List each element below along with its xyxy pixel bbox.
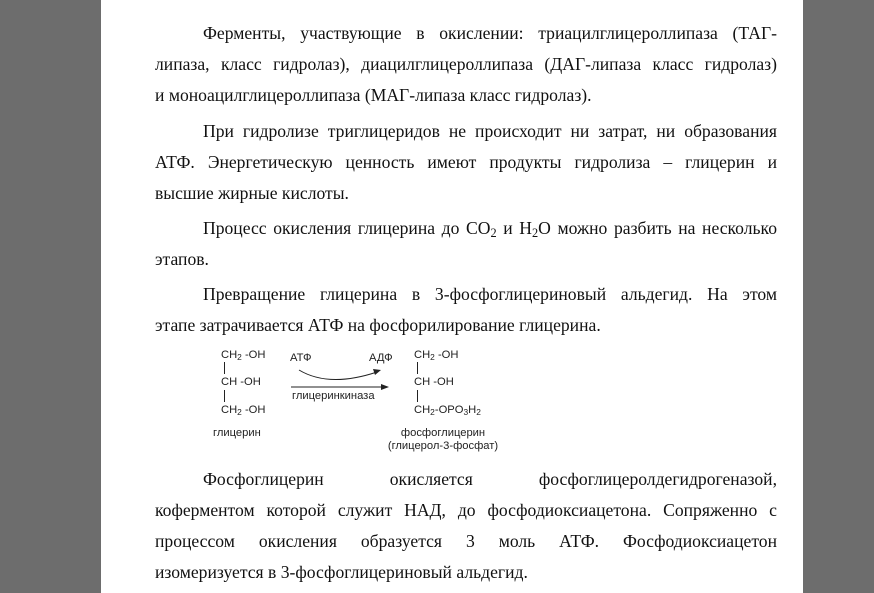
right-ch2-opo3h2: CH2-OPO3H2	[414, 404, 481, 418]
left-ch2-oh-top: CH2 -OH	[221, 349, 266, 363]
right-ch2-oh-top: CH2 -OH	[414, 349, 459, 363]
paragraph-conversion	[155, 279, 777, 341]
right-label-glycerol-3-phosphate: (глицерол-3-фосфат)	[387, 440, 499, 452]
text-line: липаза, класс гидролаз), диацилглицероллипаза (ДАГ-липаза класс гидролаз)	[155, 54, 777, 74]
text-line: коферментом которой служит НАД, до фосфодиоксиацетона. Сопряженно с	[155, 500, 777, 520]
right-ch-oh: CH -OH	[414, 376, 454, 388]
paragraph-phosphoglycerol	[155, 464, 777, 588]
text-line: процессом окисления образуется 3 моль АТФ. Фосфодиоксиацетон	[155, 531, 777, 551]
text-run: и Н	[496, 218, 533, 238]
text-line: этапе затрачивается АТФ на фосфорилирование глицерина.	[155, 315, 601, 335]
text-line: Ферменты, участвующие в окислении: триацилглицероллипаза (ТАГ-	[203, 23, 777, 43]
paragraph-hydrolysis	[155, 116, 777, 209]
text-run: О можно разбить на несколько	[538, 218, 778, 238]
left-ch-oh: CH -OH	[221, 376, 261, 388]
text-line: АТФ. Энергетическую ценность имеют продукты гидролиза – глицерин и	[155, 152, 777, 172]
document-page	[101, 0, 803, 593]
text-line: и моноацилглицероллипаза (МАГ-липаза класс гидролаз).	[155, 85, 592, 105]
left-gray-margin	[0, 0, 101, 593]
left-ch2-oh-bottom: CH2 -OH	[221, 404, 266, 418]
subscript: 2	[532, 226, 539, 241]
text-run: Процесс окисления глицерина до СО	[203, 218, 491, 238]
text-line: При гидролизе триглицеридов не происходит ни затрат, ни образования	[203, 121, 777, 141]
text-line: изомеризуется в 3-фосфоглицериновый альдегид.	[155, 562, 528, 582]
right-label-phosphoglycerol: фосфоглицерин	[400, 427, 486, 439]
text-line	[155, 213, 777, 244]
right-gray-margin	[803, 0, 874, 593]
text-line: высшие жирные кислоты.	[155, 183, 349, 203]
paragraph-oxidation	[155, 213, 777, 275]
subscript: 2	[490, 226, 497, 241]
text-line: Превращение глицерина в 3-фосфоглицериновый альдегид. На этом	[203, 284, 777, 304]
atp-label: АТФ	[290, 352, 312, 364]
left-label-glycerol: глицерин	[213, 427, 261, 439]
adp-label: АДФ	[369, 352, 393, 364]
text-line: Фосфоглицерин окисляется фосфоглицеролдегидрогеназой,	[203, 469, 777, 489]
enzyme-label: глицеринкиназа	[292, 390, 375, 402]
paragraph-enzymes	[155, 18, 777, 111]
text-line: этапов.	[155, 249, 209, 269]
